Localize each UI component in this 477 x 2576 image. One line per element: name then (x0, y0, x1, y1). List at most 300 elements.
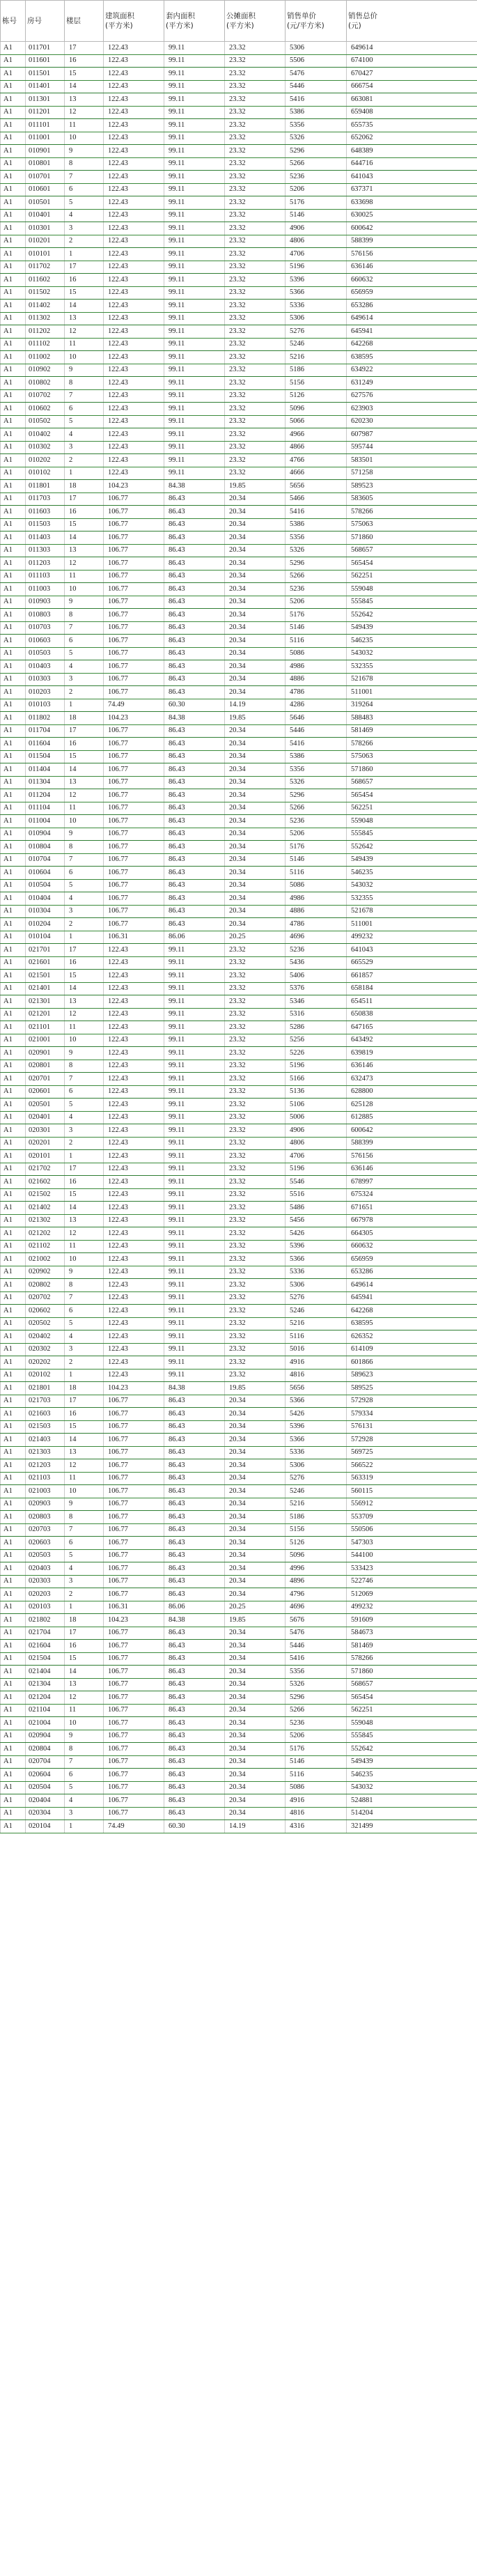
cell-unit-no: 021103 (26, 1472, 65, 1485)
cell-unit-price: 5476 (286, 68, 347, 81)
cell-total-price: 588483 (347, 712, 477, 725)
table-row (1, 286, 477, 300)
cell-unit-no: 010904 (26, 828, 65, 841)
cell-gross-area: 122.43 (104, 300, 164, 313)
table-row (1, 403, 477, 416)
cell-building: A1 (1, 1691, 26, 1705)
cell-total-price: 642268 (347, 1305, 477, 1318)
cell-unit-price: 5276 (286, 1472, 347, 1485)
cell-shared-area: 20.34 (225, 1446, 286, 1459)
cell-total-price: 532355 (347, 660, 477, 674)
cell-unit-no: 020304 (26, 1807, 65, 1820)
cell-shared-area: 20.34 (225, 1730, 286, 1743)
cell-unit-price: 5156 (286, 1523, 347, 1537)
cell-gross-area: 122.43 (104, 1047, 164, 1060)
cell-total-price: 553709 (347, 1511, 477, 1524)
cell-gross-area: 122.43 (104, 1137, 164, 1150)
cell-gross-area: 106.77 (104, 815, 164, 828)
table-row (1, 235, 477, 248)
cell-unit-no: 020702 (26, 1291, 65, 1305)
table-row (1, 1459, 477, 1473)
cell-total-price: 576131 (347, 1420, 477, 1434)
table-row (1, 1395, 477, 1408)
cell-unit-no: 021101 (26, 1021, 65, 1034)
table-row (1, 1730, 477, 1743)
cell-total-price: 563319 (347, 1472, 477, 1485)
cell-floor: 16 (65, 956, 104, 970)
cell-unit-no: 020701 (26, 1073, 65, 1086)
cell-total-price: 641043 (347, 171, 477, 184)
cell-net-area: 99.11 (164, 1253, 225, 1266)
cell-unit-price: 4806 (286, 1137, 347, 1150)
cell-unit-price: 5656 (286, 480, 347, 493)
table-row (1, 325, 477, 339)
table-row (1, 1202, 477, 1215)
cell-shared-area: 23.32 (225, 364, 286, 377)
cell-net-area: 86.43 (164, 609, 225, 622)
cell-floor: 8 (65, 1743, 104, 1756)
cell-gross-area: 106.77 (104, 660, 164, 674)
cell-shared-area: 23.32 (225, 119, 286, 132)
col-net-area: 套内面积 (平方米) (164, 1, 225, 42)
table-row (1, 1523, 477, 1537)
cell-floor: 17 (65, 1627, 104, 1640)
table-row (1, 1176, 477, 1189)
cell-building: A1 (1, 1678, 26, 1691)
cell-floor: 11 (65, 570, 104, 583)
cell-floor: 10 (65, 351, 104, 364)
cell-unit-no: 021003 (26, 1485, 65, 1498)
table-row (1, 1614, 477, 1627)
cell-total-price: 641043 (347, 944, 477, 957)
cell-net-area: 86.43 (164, 635, 225, 648)
cell-building: A1 (1, 686, 26, 699)
table-row (1, 995, 477, 1009)
table-row (1, 1124, 477, 1138)
cell-shared-area: 20.34 (225, 557, 286, 571)
cell-building: A1 (1, 544, 26, 557)
cell-total-price: 543032 (347, 647, 477, 660)
cell-total-price: 555845 (347, 828, 477, 841)
cell-building: A1 (1, 1408, 26, 1421)
table-row (1, 1021, 477, 1034)
cell-unit-no: 011101 (26, 119, 65, 132)
cell-total-price: 614109 (347, 1343, 477, 1356)
cell-floor: 1 (65, 1369, 104, 1382)
cell-gross-area: 106.77 (104, 776, 164, 789)
cell-floor: 15 (65, 68, 104, 81)
cell-building: A1 (1, 841, 26, 854)
cell-shared-area: 20.34 (225, 1537, 286, 1550)
cell-net-area: 99.11 (164, 183, 225, 196)
cell-unit-price: 4316 (286, 1820, 347, 1833)
cell-net-area: 99.11 (164, 1111, 225, 1124)
table-row (1, 1085, 477, 1099)
cell-gross-area: 106.77 (104, 1640, 164, 1653)
cell-unit-price: 5396 (286, 1420, 347, 1434)
cell-floor: 9 (65, 1266, 104, 1279)
cell-unit-no: 010101 (26, 248, 65, 261)
cell-total-price: 675324 (347, 1188, 477, 1202)
cell-unit-no: 021001 (26, 1034, 65, 1047)
cell-unit-price: 5326 (286, 1678, 347, 1691)
cell-unit-no: 011403 (26, 532, 65, 545)
cell-total-price: 555845 (347, 1730, 477, 1743)
cell-total-price: 627576 (347, 389, 477, 403)
cell-net-area: 86.43 (164, 492, 225, 506)
cell-gross-area: 122.43 (104, 1343, 164, 1356)
cell-net-area: 99.11 (164, 1137, 225, 1150)
cell-total-price: 522746 (347, 1575, 477, 1588)
cell-shared-area: 20.34 (225, 532, 286, 545)
cell-net-area: 86.43 (164, 518, 225, 532)
cell-unit-no: 010301 (26, 222, 65, 235)
cell-gross-area: 106.77 (104, 789, 164, 802)
cell-net-area: 99.11 (164, 1176, 225, 1189)
cell-total-price: 578266 (347, 738, 477, 751)
cell-shared-area: 20.34 (225, 1408, 286, 1421)
cell-unit-price: 5146 (286, 1755, 347, 1769)
cell-shared-area: 19.85 (225, 1382, 286, 1395)
cell-net-area: 86.43 (164, 1743, 225, 1756)
cell-total-price: 650838 (347, 1008, 477, 1021)
cell-unit-no: 020104 (26, 1820, 65, 1833)
cell-shared-area: 20.34 (225, 1459, 286, 1473)
cell-building: A1 (1, 222, 26, 235)
cell-total-price: 642268 (347, 338, 477, 351)
cell-floor: 5 (65, 1317, 104, 1330)
cell-unit-no: 011501 (26, 68, 65, 81)
cell-gross-area: 122.43 (104, 1240, 164, 1253)
table-row (1, 853, 477, 867)
cell-shared-area: 23.32 (225, 956, 286, 970)
cell-gross-area: 104.23 (104, 712, 164, 725)
table-row (1, 1317, 477, 1330)
cell-shared-area: 23.32 (225, 1343, 286, 1356)
table-row (1, 918, 477, 931)
cell-unit-price: 5516 (286, 1188, 347, 1202)
cell-total-price: 660632 (347, 274, 477, 287)
cell-building: A1 (1, 1291, 26, 1305)
cell-building: A1 (1, 274, 26, 287)
table-row (1, 480, 477, 493)
cell-unit-no: 021402 (26, 1202, 65, 1215)
cell-total-price: 658184 (347, 982, 477, 995)
cell-net-area: 86.43 (164, 1652, 225, 1666)
cell-gross-area: 106.31 (104, 931, 164, 944)
cell-unit-no: 010401 (26, 209, 65, 222)
cell-net-area: 99.11 (164, 312, 225, 325)
cell-shared-area: 23.32 (225, 944, 286, 957)
table-row (1, 54, 477, 68)
cell-unit-price: 4866 (286, 441, 347, 454)
cell-shared-area: 20.34 (225, 841, 286, 854)
cell-unit-no: 021302 (26, 1214, 65, 1227)
cell-net-area: 84.38 (164, 712, 225, 725)
cell-total-price: 636146 (347, 1163, 477, 1176)
cell-floor: 8 (65, 1511, 104, 1524)
cell-total-price: 638595 (347, 1317, 477, 1330)
table-row (1, 518, 477, 532)
cell-total-price: 521678 (347, 905, 477, 918)
cell-unit-no: 011304 (26, 776, 65, 789)
cell-floor: 12 (65, 106, 104, 119)
cell-gross-area: 106.77 (104, 506, 164, 519)
cell-gross-area: 106.77 (104, 1794, 164, 1808)
cell-building: A1 (1, 1253, 26, 1266)
cell-total-price: 626352 (347, 1330, 477, 1344)
cell-total-price: 630025 (347, 209, 477, 222)
cell-net-area: 86.43 (164, 1498, 225, 1511)
cell-net-area: 99.11 (164, 196, 225, 210)
cell-building: A1 (1, 1008, 26, 1021)
cell-total-price: 571860 (347, 1666, 477, 1679)
table-row (1, 828, 477, 841)
cell-unit-no: 010402 (26, 428, 65, 442)
cell-floor: 6 (65, 1537, 104, 1550)
cell-shared-area: 23.32 (225, 261, 286, 274)
cell-floor: 17 (65, 42, 104, 55)
cell-building: A1 (1, 918, 26, 931)
table-row (1, 905, 477, 918)
cell-unit-no: 011002 (26, 351, 65, 364)
cell-floor: 3 (65, 1807, 104, 1820)
cell-building: A1 (1, 1537, 26, 1550)
cell-unit-no: 021404 (26, 1666, 65, 1679)
cell-gross-area: 106.77 (104, 1743, 164, 1756)
table-row (1, 879, 477, 892)
cell-total-price: 583605 (347, 492, 477, 506)
cell-unit-price: 5266 (286, 802, 347, 815)
cell-building: A1 (1, 724, 26, 738)
cell-unit-no: 021202 (26, 1227, 65, 1241)
table-row (1, 776, 477, 789)
cell-gross-area: 74.49 (104, 1820, 164, 1833)
cell-shared-area: 20.34 (225, 918, 286, 931)
cell-gross-area: 122.43 (104, 1369, 164, 1382)
cell-shared-area: 23.32 (225, 132, 286, 145)
table-row (1, 1640, 477, 1653)
table-row (1, 635, 477, 648)
cell-net-area: 86.43 (164, 750, 225, 763)
cell-building: A1 (1, 454, 26, 467)
cell-unit-price: 5176 (286, 609, 347, 622)
cell-gross-area: 122.43 (104, 119, 164, 132)
cell-building: A1 (1, 1717, 26, 1730)
cell-unit-price: 5296 (286, 557, 347, 571)
cell-building: A1 (1, 1330, 26, 1344)
cell-unit-price: 5186 (286, 364, 347, 377)
cell-gross-area: 106.77 (104, 1446, 164, 1459)
cell-total-price: 660632 (347, 1240, 477, 1253)
cell-building: A1 (1, 931, 26, 944)
cell-net-area: 99.11 (164, 1291, 225, 1305)
table-row (1, 300, 477, 313)
cell-floor: 10 (65, 1485, 104, 1498)
table-row (1, 815, 477, 828)
cell-floor: 2 (65, 235, 104, 248)
cell-total-price: 667978 (347, 1214, 477, 1227)
cell-unit-price: 5226 (286, 1047, 347, 1060)
cell-total-price: 674100 (347, 54, 477, 68)
cell-unit-no: 021204 (26, 1691, 65, 1705)
cell-total-price: 583501 (347, 454, 477, 467)
cell-shared-area: 23.32 (225, 1111, 286, 1124)
cell-gross-area: 122.43 (104, 1188, 164, 1202)
cell-unit-no: 011104 (26, 802, 65, 815)
cell-net-area: 99.11 (164, 209, 225, 222)
cell-floor: 7 (65, 389, 104, 403)
cell-unit-no: 011103 (26, 570, 65, 583)
cell-unit-no: 021304 (26, 1678, 65, 1691)
table-row (1, 1099, 477, 1112)
cell-building: A1 (1, 815, 26, 828)
cell-total-price: 552642 (347, 841, 477, 854)
cell-shared-area: 23.32 (225, 54, 286, 68)
cell-floor: 8 (65, 841, 104, 854)
table-row (1, 209, 477, 222)
cell-building: A1 (1, 879, 26, 892)
cell-total-price: 514204 (347, 1807, 477, 1820)
table-row (1, 415, 477, 428)
cell-unit-no: 010603 (26, 635, 65, 648)
cell-shared-area: 19.85 (225, 1614, 286, 1627)
table-row (1, 1150, 477, 1163)
cell-unit-price: 5126 (286, 389, 347, 403)
cell-gross-area: 122.43 (104, 389, 164, 403)
table-row (1, 1434, 477, 1447)
cell-total-price: 670427 (347, 68, 477, 81)
cell-total-price: 546235 (347, 867, 477, 880)
cell-building: A1 (1, 1652, 26, 1666)
cell-floor: 14 (65, 1434, 104, 1447)
cell-building: A1 (1, 492, 26, 506)
cell-unit-price: 4996 (286, 1562, 347, 1576)
cell-unit-price: 5176 (286, 196, 347, 210)
cell-shared-area: 20.34 (225, 1498, 286, 1511)
cell-net-area: 99.11 (164, 338, 225, 351)
cell-unit-no: 021702 (26, 1163, 65, 1176)
cell-unit-price: 5236 (286, 583, 347, 596)
table-row (1, 1781, 477, 1794)
cell-shared-area: 20.34 (225, 518, 286, 532)
cell-shared-area: 20.34 (225, 1434, 286, 1447)
cell-unit-price: 5176 (286, 1743, 347, 1756)
cell-floor: 8 (65, 1060, 104, 1073)
cell-building: A1 (1, 867, 26, 880)
cell-shared-area: 23.32 (225, 428, 286, 442)
cell-shared-area: 20.34 (225, 815, 286, 828)
cell-gross-area: 106.77 (104, 1549, 164, 1562)
cell-gross-area: 122.43 (104, 1356, 164, 1370)
cell-total-price: 556912 (347, 1498, 477, 1511)
cell-net-area: 99.11 (164, 944, 225, 957)
cell-building: A1 (1, 1382, 26, 1395)
cell-building: A1 (1, 776, 26, 789)
cell-unit-price: 5306 (286, 312, 347, 325)
cell-floor: 4 (65, 1794, 104, 1808)
cell-floor: 2 (65, 1588, 104, 1601)
cell-unit-no: 010203 (26, 686, 65, 699)
cell-floor: 3 (65, 1124, 104, 1138)
cell-total-price: 636146 (347, 261, 477, 274)
cell-total-price: 645941 (347, 1291, 477, 1305)
cell-floor: 17 (65, 724, 104, 738)
cell-net-area: 86.43 (164, 544, 225, 557)
cell-gross-area: 122.43 (104, 467, 164, 480)
table-row (1, 1253, 477, 1266)
cell-building: A1 (1, 1369, 26, 1382)
cell-gross-area: 122.43 (104, 454, 164, 467)
cell-unit-no: 011202 (26, 325, 65, 339)
cell-unit-no: 010102 (26, 467, 65, 480)
cell-unit-price: 5356 (286, 532, 347, 545)
cell-total-price: 499232 (347, 1601, 477, 1614)
cell-total-price: 671651 (347, 1202, 477, 1215)
cell-floor: 11 (65, 1472, 104, 1485)
cell-building: A1 (1, 312, 26, 325)
cell-total-price: 512069 (347, 1588, 477, 1601)
cell-shared-area: 14.19 (225, 1820, 286, 1833)
cell-gross-area: 106.77 (104, 1652, 164, 1666)
table-row (1, 222, 477, 235)
cell-unit-no: 010204 (26, 918, 65, 931)
cell-building: A1 (1, 1627, 26, 1640)
cell-net-area: 86.43 (164, 1485, 225, 1498)
cell-total-price: 664305 (347, 1227, 477, 1241)
cell-building: A1 (1, 1124, 26, 1138)
cell-building: A1 (1, 712, 26, 725)
cell-gross-area: 106.77 (104, 1769, 164, 1782)
cell-total-price: 639819 (347, 1047, 477, 1060)
cell-shared-area: 23.32 (225, 1369, 286, 1382)
col-shared-area: 公摊面积 (平方米) (225, 1, 286, 42)
cell-total-price: 634922 (347, 364, 477, 377)
cell-gross-area: 106.77 (104, 596, 164, 609)
cell-building: A1 (1, 583, 26, 596)
cell-net-area: 84.38 (164, 480, 225, 493)
cell-shared-area: 23.32 (225, 1253, 286, 1266)
cell-net-area: 99.11 (164, 235, 225, 248)
cell-gross-area: 122.43 (104, 132, 164, 145)
table-row (1, 454, 477, 467)
cell-floor: 12 (65, 1227, 104, 1241)
cell-gross-area: 106.77 (104, 1730, 164, 1743)
cell-floor: 9 (65, 145, 104, 158)
table-row (1, 68, 477, 81)
cell-total-price: 547303 (347, 1537, 477, 1550)
cell-unit-price: 5326 (286, 132, 347, 145)
cell-shared-area: 23.32 (225, 403, 286, 416)
cell-gross-area: 122.43 (104, 1253, 164, 1266)
cell-building: A1 (1, 1317, 26, 1330)
cell-unit-price: 5366 (286, 1253, 347, 1266)
cell-unit-price: 5506 (286, 54, 347, 68)
cell-gross-area: 122.43 (104, 1008, 164, 1021)
cell-shared-area: 20.34 (225, 750, 286, 763)
cell-unit-price: 5236 (286, 171, 347, 184)
cell-unit-no: 020303 (26, 1575, 65, 1588)
cell-gross-area: 106.77 (104, 1459, 164, 1473)
cell-unit-price: 5356 (286, 1666, 347, 1679)
cell-building: A1 (1, 403, 26, 416)
cell-shared-area: 23.32 (225, 1356, 286, 1370)
cell-floor: 16 (65, 1408, 104, 1421)
cell-gross-area: 106.77 (104, 621, 164, 635)
cell-unit-price: 5466 (286, 492, 347, 506)
cell-shared-area: 20.34 (225, 1485, 286, 1498)
cell-floor: 1 (65, 467, 104, 480)
